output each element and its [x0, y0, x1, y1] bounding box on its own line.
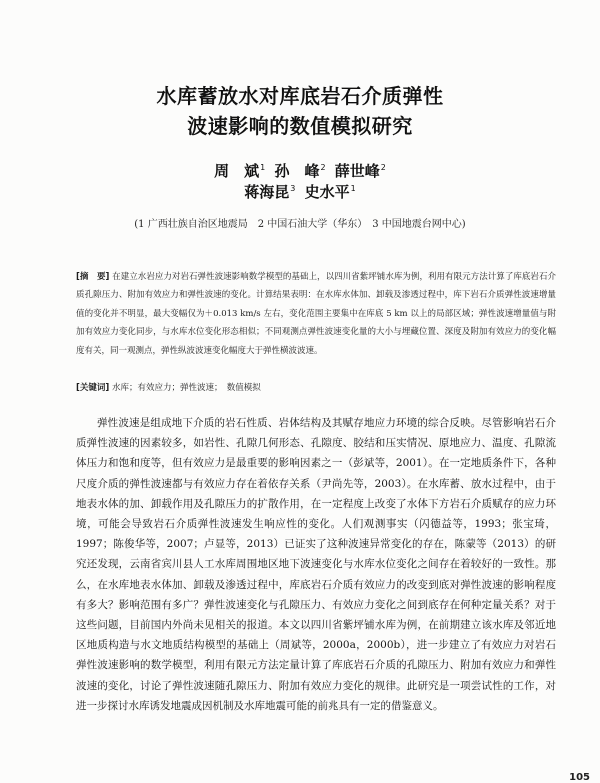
- abstract-text: 在建立水岩应力对岩石弹性波速影响数学模型的基础上，以四川省紫坪铺水库为例，利用有限元方法计算了库底岩石介质孔隙压力、附加有效应力和弹性波速的变化。计算结果表明：在水库水体加、卸载及渗透过程中，库下岩石介质弹性波速增量值的变化并不明显，最大变幅仅为＋0.013 km/s 左右，变化范围主要集中在库底 5 km 以上的局部区域；弹性波速增量值与附加有效应力变化同步，与水库水位变化形态相似；不同观测点弹性波速变化量的大小与埋藏位置、深度及附加有效应力的变化幅度有关，同一观测点，弹性纵波波速变化幅度大于弹性横波波速。: [76, 272, 556, 356]
- keywords: [76, 381, 556, 393]
- abstract: [76, 268, 556, 360]
- affiliation-marker: 1: [260, 163, 266, 172]
- page-number: 105: [569, 772, 590, 783]
- author-line-2: [0, 181, 600, 202]
- affiliation-marker: 2: [380, 163, 386, 172]
- author-name: 薛世峰: [334, 162, 380, 180]
- author-name: 史水平: [304, 183, 350, 201]
- author-name: 孙 峰: [274, 162, 320, 180]
- paper-title-line-1: 水库蓄放水对库底岩石介质弹性: [156, 84, 444, 108]
- affiliation-marker: 2: [320, 163, 326, 172]
- introduction-paragraph: 弹性波速是组成地下介质的岩石性质、岩体结构及其赋存地应力环境的综合反映。尽管影响岩石介质弹性波速的因素较多，如岩性、孔隙几何形态、孔隙度、胶结和压实情况、原地应力、温度、孔隙流体压力和饱和度等，但有效应力是最重要的影响因素之一（彭斌等，2001）。在一定地质条件下，各种尺度介质的弹性波速都与有效应力存在着依存关系（尹尚先等，2003）。在水库蓄、放水过程中，由于地表水体的加、卸载作用及孔隙压力的扩散作用，在一定程度上改变了水体下方岩石介质赋存的应力环境，可能会导致岩石介质弹性波速发生响应性的变化。人们观测事实（闪德益等，1993；张宝琦，1997；陈俊华等，2007；卢显等，2013）已证实了这种波速异常变化的存在，陈蒙等（2013）的研究还发现，云南省宾川县人工水库周围地区地下波速变化与水库水位变化之间存在着较好的一致性。那么，在水库地表水体加、卸载及渗透过程中，库底岩石介质有效应力的改变到底对弹性波速的影响程度有多大？影响范围有多广？弹性波速变化与孔隙压力、有效应力变化之间到底存在何种定量关系？对于这些问题，目前国内外尚未见相关的报道。本文以四川省紫坪铺水库为例，在前期建立该水库及邻近地区地质构造与水文地质结构模型的基础上（周斌等，2000a，2000b），进一步建立了有效应力对岩石弹性波速影响的数学模型，利用有限元方法定量计算了库底岩石介质的孔隙压力、附加有效应力和弹性波速的变化，讨论了弹性波速随孔隙压力、附加有效应力变化的规律。此研究是一项尝试性的工作，对进一步探讨水库诱发地震成因机制及水库地震可能的前兆具有一定的借鉴意义。: [76, 417, 556, 712]
- author-affiliations: (1 广西壮族自治区地震局 2 中国石油大学（华东） 3 中国地震台网中心): [134, 219, 466, 230]
- author-line-1: [0, 160, 600, 181]
- affiliation-marker: 3: [290, 184, 296, 193]
- paper-title-line-2: 波速影响的数值模拟研究: [187, 114, 413, 138]
- keywords-text: 水库；有效应力；弹性波速； 数值模拟: [111, 383, 261, 393]
- abstract-label: [摘 要]: [76, 272, 110, 282]
- author-name: 蒋海昆: [244, 183, 290, 201]
- author-name: 周 斌: [214, 162, 260, 180]
- affiliation-marker: 1: [350, 184, 356, 193]
- keywords-label: [关键词]: [76, 383, 110, 393]
